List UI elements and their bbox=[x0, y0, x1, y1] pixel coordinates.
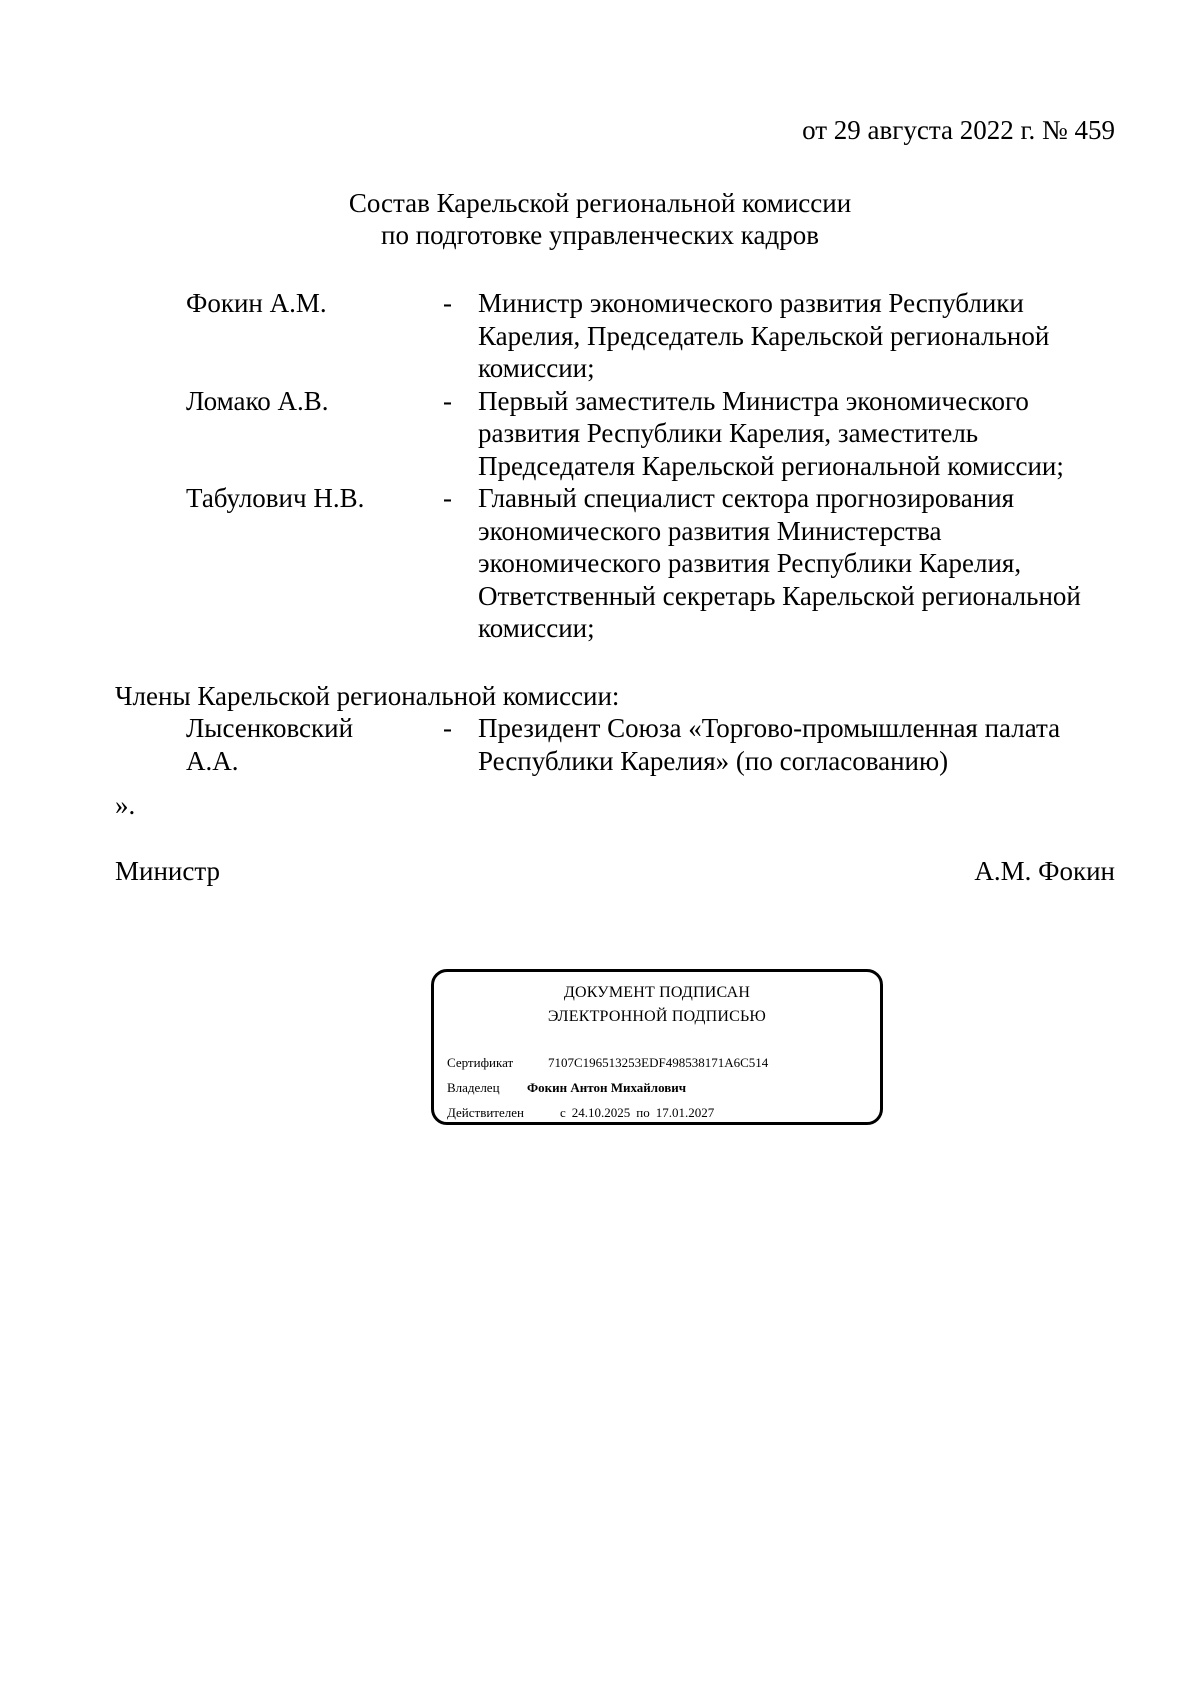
title-line-2: по подготовке управленческих кадров bbox=[381, 220, 819, 250]
signatory-title: Министр bbox=[115, 856, 220, 886]
name-line: А.А. bbox=[186, 745, 239, 776]
role-line: Председателя Карельской региональной комиссии; bbox=[478, 450, 1064, 481]
title-line-1: Состав Карельской региональной комиссии bbox=[348, 188, 852, 218]
stamp-fields bbox=[447, 1050, 768, 1125]
role-line: Карелия, Председатель Карельской региональной bbox=[478, 320, 1050, 351]
stamp-certificate-row bbox=[447, 1050, 768, 1075]
member-role bbox=[478, 385, 1118, 483]
dash-separator: - bbox=[443, 385, 452, 416]
stamp-owner-row bbox=[447, 1075, 768, 1100]
valid-label: Действителен bbox=[447, 1105, 524, 1120]
leadership-row bbox=[186, 385, 1146, 483]
valid-to: 17.01.2027 bbox=[655, 1105, 715, 1120]
stamp-validity-row bbox=[447, 1100, 768, 1125]
role-line: Первый заместитель Министра экономического bbox=[478, 385, 1029, 416]
electronic-signature-stamp bbox=[431, 969, 883, 1125]
role-line: комиссии; bbox=[478, 353, 595, 383]
name-line: Лысенковский bbox=[186, 713, 354, 743]
role-line: Ответственный секретарь Карельской региональной bbox=[478, 580, 1081, 611]
role-line: комиссии; bbox=[478, 613, 595, 643]
role-line: Главный специалист сектора прогнозирования bbox=[478, 483, 1015, 513]
dash-separator: - bbox=[443, 483, 452, 513]
dash-separator: - bbox=[443, 288, 452, 318]
leadership-row bbox=[186, 482, 1146, 645]
role-line: экономического развития Министерства bbox=[478, 515, 942, 546]
stamp-title-line-1: ДОКУМЕНТ ПОДПИСАН bbox=[563, 984, 751, 1001]
leadership-row bbox=[186, 287, 1146, 385]
leadership-list bbox=[186, 287, 1146, 645]
valid-from-prefix: с bbox=[560, 1105, 566, 1120]
owner-value: Фокин Антон Михайлович bbox=[527, 1080, 687, 1095]
member-role bbox=[478, 482, 1118, 645]
role-line: развития Республики Карелия, заместитель bbox=[478, 418, 979, 448]
member-name: Табулович Н.В. bbox=[186, 483, 365, 513]
valid-from: 24.10.2025 bbox=[571, 1105, 631, 1120]
role-line: Министр экономического развития Республики bbox=[478, 288, 1024, 318]
role-line: Президент Союза «Торгово-промышленная палата bbox=[478, 713, 1061, 743]
stamp-title bbox=[434, 981, 880, 1029]
signatory-name: А.М. Фокин bbox=[974, 856, 1115, 886]
role-line: Республики Карелия» (по согласованию) bbox=[478, 745, 949, 776]
member-role bbox=[478, 287, 1118, 385]
member-name: Фокин А.М. bbox=[186, 288, 327, 318]
document-reference: от 29 августа 2022 г. № 459 bbox=[802, 115, 1115, 145]
dash-separator: - bbox=[443, 713, 452, 743]
stamp-title-line-2: ЭЛЕКТРОННОЙ ПОДПИСЬЮ bbox=[547, 1008, 767, 1025]
document-title bbox=[150, 187, 1050, 251]
certificate-value: 7107C196513253EDF498538171A6C514 bbox=[548, 1055, 769, 1070]
member-name: Ломако А.В. bbox=[186, 385, 329, 416]
owner-label: Владелец bbox=[447, 1080, 500, 1095]
role-line: экономического развития Республики Карелия, bbox=[478, 548, 1022, 578]
certificate-label: Сертификат bbox=[447, 1055, 514, 1070]
members-heading: Члены Карельской региональной комиссии: bbox=[115, 681, 620, 711]
closing-quote: ». bbox=[115, 790, 136, 820]
members-list bbox=[186, 712, 1146, 777]
member-name bbox=[186, 712, 443, 777]
valid-to-prefix: по bbox=[636, 1105, 650, 1120]
member-role bbox=[478, 712, 1118, 777]
member-row bbox=[186, 712, 1146, 777]
